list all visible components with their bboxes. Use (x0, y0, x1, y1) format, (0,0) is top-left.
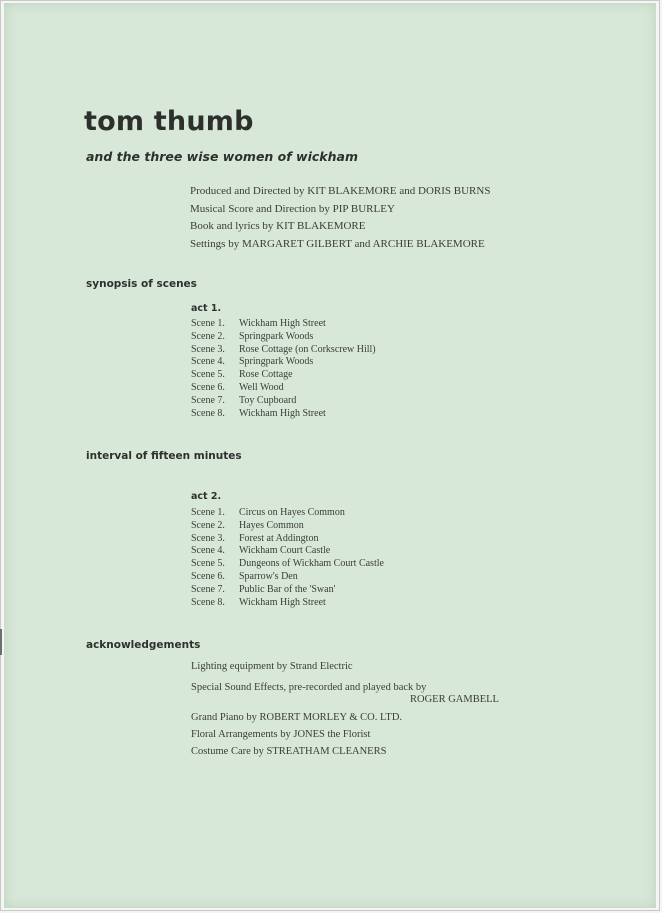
scene-name: Wickham High Street (239, 407, 326, 419)
scene-item (191, 571, 384, 584)
scene-name: Wickham High Street (239, 318, 326, 329)
scene-item (191, 408, 376, 421)
scene-number: Scene 2. (191, 330, 225, 342)
scene-item (191, 507, 384, 520)
scene-number: Scene 2. (191, 519, 225, 531)
scene-item (191, 520, 384, 533)
scene-number: Scene 1. (191, 318, 225, 329)
scene-number: Scene 8. (191, 407, 225, 419)
scene-number: Scene 6. (191, 381, 225, 393)
scene-name: Rose Cottage (239, 369, 293, 381)
scene-number: Scene 5. (191, 369, 225, 381)
scene-number: Scene 4. (191, 356, 225, 368)
scene-item (191, 545, 384, 558)
margin-mark (0, 629, 2, 655)
scene-name: Hayes Common (239, 519, 304, 531)
scene-item (191, 558, 384, 571)
ack-costume: Costume Care by STREATHAM CLEANERS (191, 746, 387, 757)
scene-number: Scene 8. (191, 596, 225, 608)
scene-number: Scene 5. (191, 558, 225, 570)
ack-sound-credit: ROGER GAMBELL (410, 694, 499, 705)
scene-item (191, 369, 376, 382)
scene-name: Springpark Woods (239, 356, 314, 368)
scene-name: Wickham High Street (239, 596, 326, 608)
scene-name: Public Bar of the 'Swan' (239, 583, 336, 595)
acknowledgements-heading: acknowledgements (86, 639, 201, 651)
credit-line: Musical Score and Direction by PIP BURLEY (190, 202, 395, 215)
scene-item (191, 382, 376, 395)
scene-item (191, 331, 376, 344)
scene-number: Scene 6. (191, 570, 225, 582)
ack-sound: Special Sound Effects, pre-recorded and played back by (191, 682, 427, 693)
scene-name: Well Wood (239, 381, 284, 393)
synopsis-heading: synopsis of scenes (86, 278, 197, 290)
act-1-label: act 1. (191, 303, 222, 314)
act-2-scene-list (191, 507, 384, 609)
scene-name: Circus on Hayes Common (239, 507, 345, 518)
scene-item (191, 584, 384, 597)
scene-number: Scene 7. (191, 583, 225, 595)
production-credits (190, 183, 490, 253)
scene-name: Dungeons of Wickham Court Castle (239, 558, 384, 570)
act-2-label: act 2. (191, 491, 222, 502)
scene-item (191, 597, 384, 610)
ack-piano: Grand Piano by ROBERT MORLEY & CO. LTD. (191, 712, 403, 723)
scene-item (191, 318, 376, 331)
scene-name: Forest at Addington (239, 532, 319, 544)
scene-item (191, 533, 384, 546)
scene-number: Scene 4. (191, 545, 225, 557)
scene-name: Sparrow's Den (239, 570, 298, 582)
scene-name: Springpark Woods (239, 330, 314, 342)
ack-floral: Floral Arrangements by JONES the Florist (191, 729, 371, 740)
scene-number: Scene 7. (191, 394, 225, 406)
interval-heading: interval of fifteen minutes (86, 450, 242, 462)
credit-line: Settings by MARGARET GILBERT and ARCHIE BLAKEMORE (190, 237, 485, 250)
scene-item (191, 344, 376, 357)
scene-name: Toy Cupboard (239, 394, 297, 406)
scene-item (191, 395, 376, 408)
scene-number: Scene 3. (191, 343, 225, 355)
credit-line: Book and lyrics by KIT BLAKEMORE (190, 220, 366, 232)
scene-number: Scene 1. (191, 507, 225, 518)
scene-name: Rose Cottage (on Corkscrew Hill) (239, 343, 376, 355)
credit-line: Produced and Directed by KIT BLAKEMORE and DORIS BURNS (190, 185, 491, 197)
page-subtitle: and the three wise women of wickham (86, 149, 358, 164)
act-1-scene-list (191, 318, 376, 420)
scene-number: Scene 3. (191, 532, 225, 544)
scene-item (191, 356, 376, 369)
ack-lighting: Lighting equipment by Strand Electric (191, 661, 353, 672)
page-title: tom thumb (84, 106, 254, 137)
scene-name: Wickham Court Castle (239, 545, 331, 557)
